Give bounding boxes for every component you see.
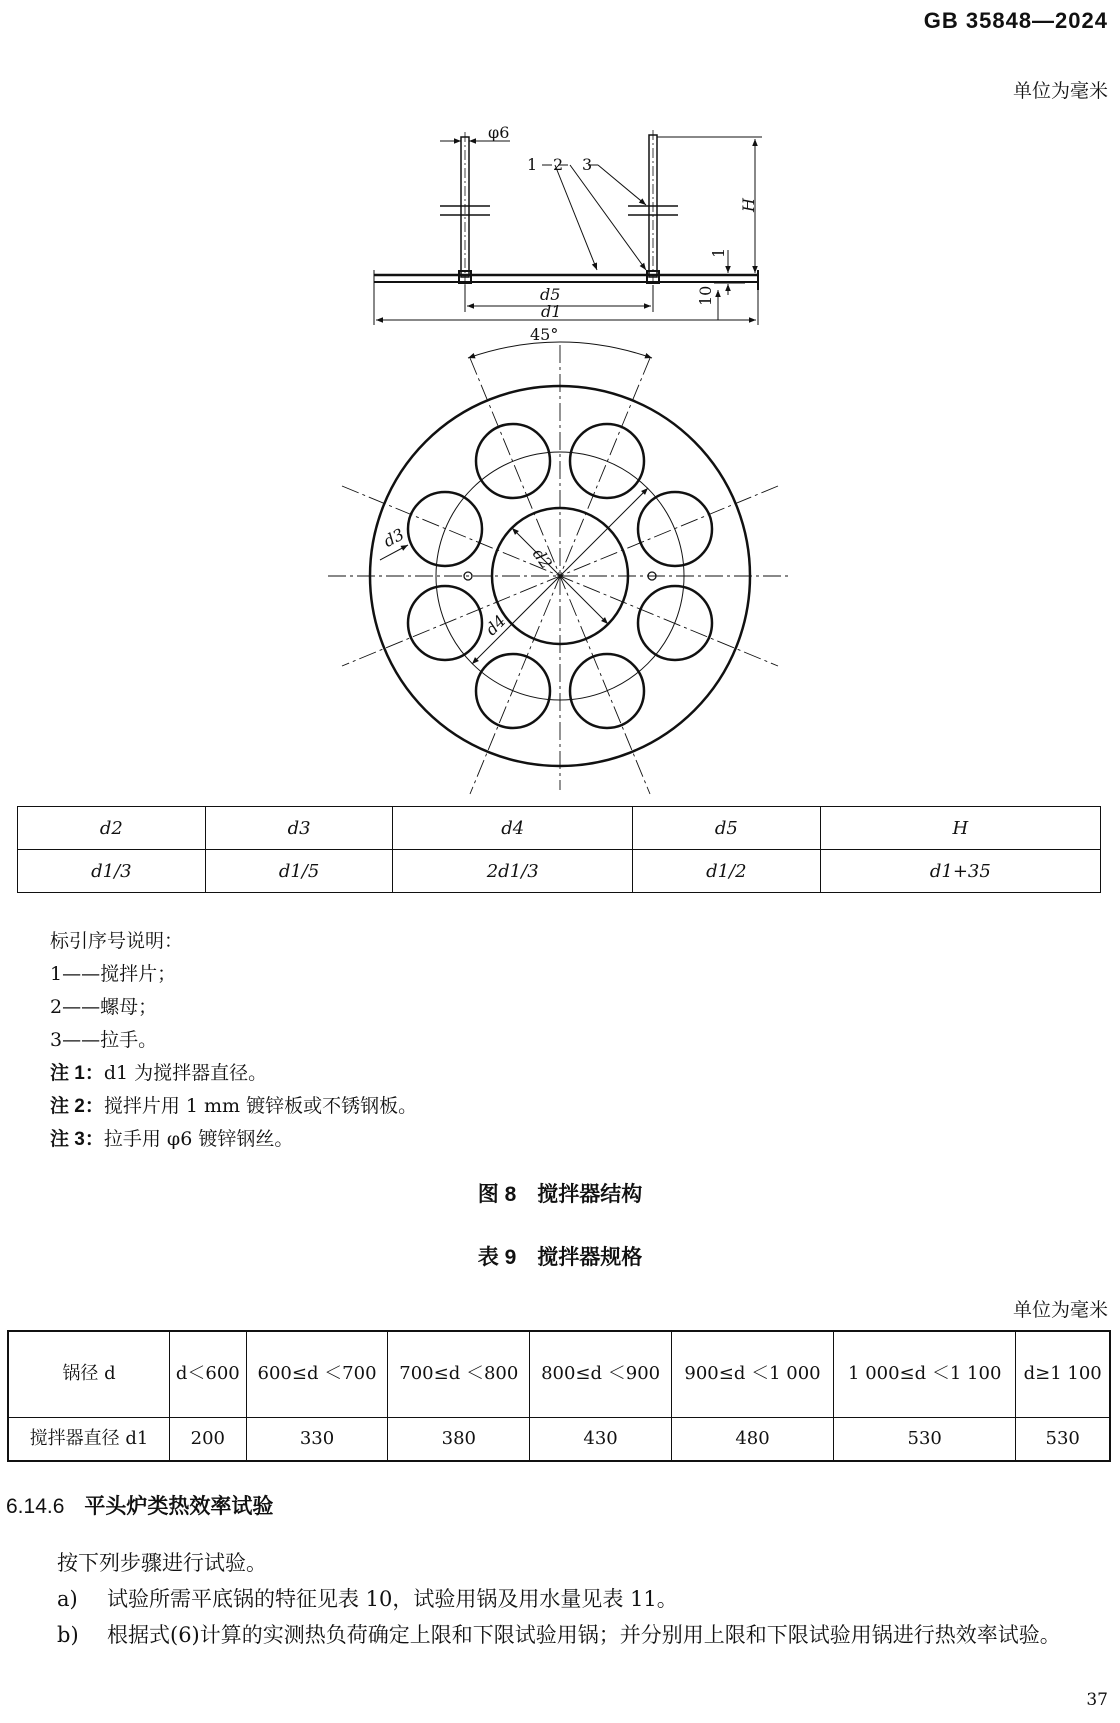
dim-1-label: 1 [709,247,728,258]
table-cell: 600≤d ＜700 [246,1331,388,1417]
d4-label: d4 [481,611,510,640]
note-2: 注 2：搅拌片用 1 mm 镀锌板或不锈钢板。 [50,1095,418,1117]
figure-legend [50,925,417,1156]
table-cell: 330 [246,1417,388,1461]
table-cell: d1/2 [632,850,820,893]
figure-dimension-table [17,806,1101,893]
table-header-d5: d5 [632,807,820,850]
table-cell: 480 [671,1417,833,1461]
callout-1: 1 [527,155,538,174]
table-cell: d＜600 [170,1331,247,1417]
d3-label: d3 [380,524,408,551]
stirrer-drawing [0,0,1120,800]
table-cell: d≥1 100 [1016,1331,1110,1417]
table-cell: d1+35 [820,850,1100,893]
standard-number: GB 35848—2024 [923,8,1108,33]
note-1: 注 1：d1 为搅拌器直径。 [50,1062,268,1084]
page-number: 37 [1086,1690,1108,1710]
d1-label: d1 [541,302,562,321]
legend-item: 1——搅拌片； [50,963,177,985]
list-item: a) 试验所需平底锅的特征见表 10，试验用锅及用水量见表 11。 [57,1587,678,1611]
table-cell: 200 [170,1417,247,1461]
angle-label: 45° [530,325,559,344]
dim-10-label: 10 [696,285,715,306]
table-cell: 530 [834,1417,1016,1461]
table-unit-note: 单位为毫米 [1012,1299,1108,1321]
table-header-d2: d2 [18,807,206,850]
figure-unit-note: 单位为毫米 [1012,80,1108,102]
legend-item: 2——螺母； [50,996,158,1018]
d2-label: d2 [528,544,557,573]
H-dim-label: H [739,198,758,212]
phi6-label: φ6 [488,123,510,142]
callout-3: 3 [582,155,593,174]
table-caption: 表 9 搅拌器规格 [477,1246,643,1269]
row-label-pot-diameter: 锅径 d [8,1331,170,1417]
table-cell: d1/5 [205,850,393,893]
table-cell: 430 [530,1417,672,1461]
stirrer-spec-table [7,1330,1111,1462]
legend-item: 3——拉手。 [50,1029,158,1051]
table-header-H: H [820,807,1100,850]
note-3: 注 3：拉手用 φ6 镀锌钢丝。 [50,1128,294,1150]
section-number: 6.14.6 [6,1495,65,1518]
table-header-d4: d4 [393,807,633,850]
table-header-d3: d3 [205,807,393,850]
section-heading [6,1490,273,1520]
table-cell: 530 [1016,1417,1110,1461]
legend-title: 标引序号说明： [50,930,184,952]
table-cell: 800≤d ＜900 [530,1331,672,1417]
table-cell: 380 [388,1417,530,1461]
list-item: b) 根据式(6)计算的实测热负荷确定上限和下限试验用锅；并分别用上限和下限试验用锅进行热效率试验。 [57,1623,1061,1647]
table-cell: d1/3 [18,850,206,893]
d5-label: d5 [540,285,561,304]
table-cell: 1 000≤d ＜1 100 [834,1331,1016,1417]
table-cell: 2d1/3 [393,850,633,893]
section-body [57,1545,1108,1653]
table-cell: 700≤d ＜800 [388,1331,530,1417]
callout-2: 2 [553,155,564,174]
row-label-stirrer-diameter: 搅拌器直径 d1 [8,1417,170,1461]
section-title: 平头炉类热效率试验 [84,1495,274,1518]
table-cell: 900≤d ＜1 000 [671,1331,833,1417]
section-intro: 按下列步骤进行试验。 [57,1551,267,1575]
figure-caption: 图 8 搅拌器结构 [477,1183,643,1206]
